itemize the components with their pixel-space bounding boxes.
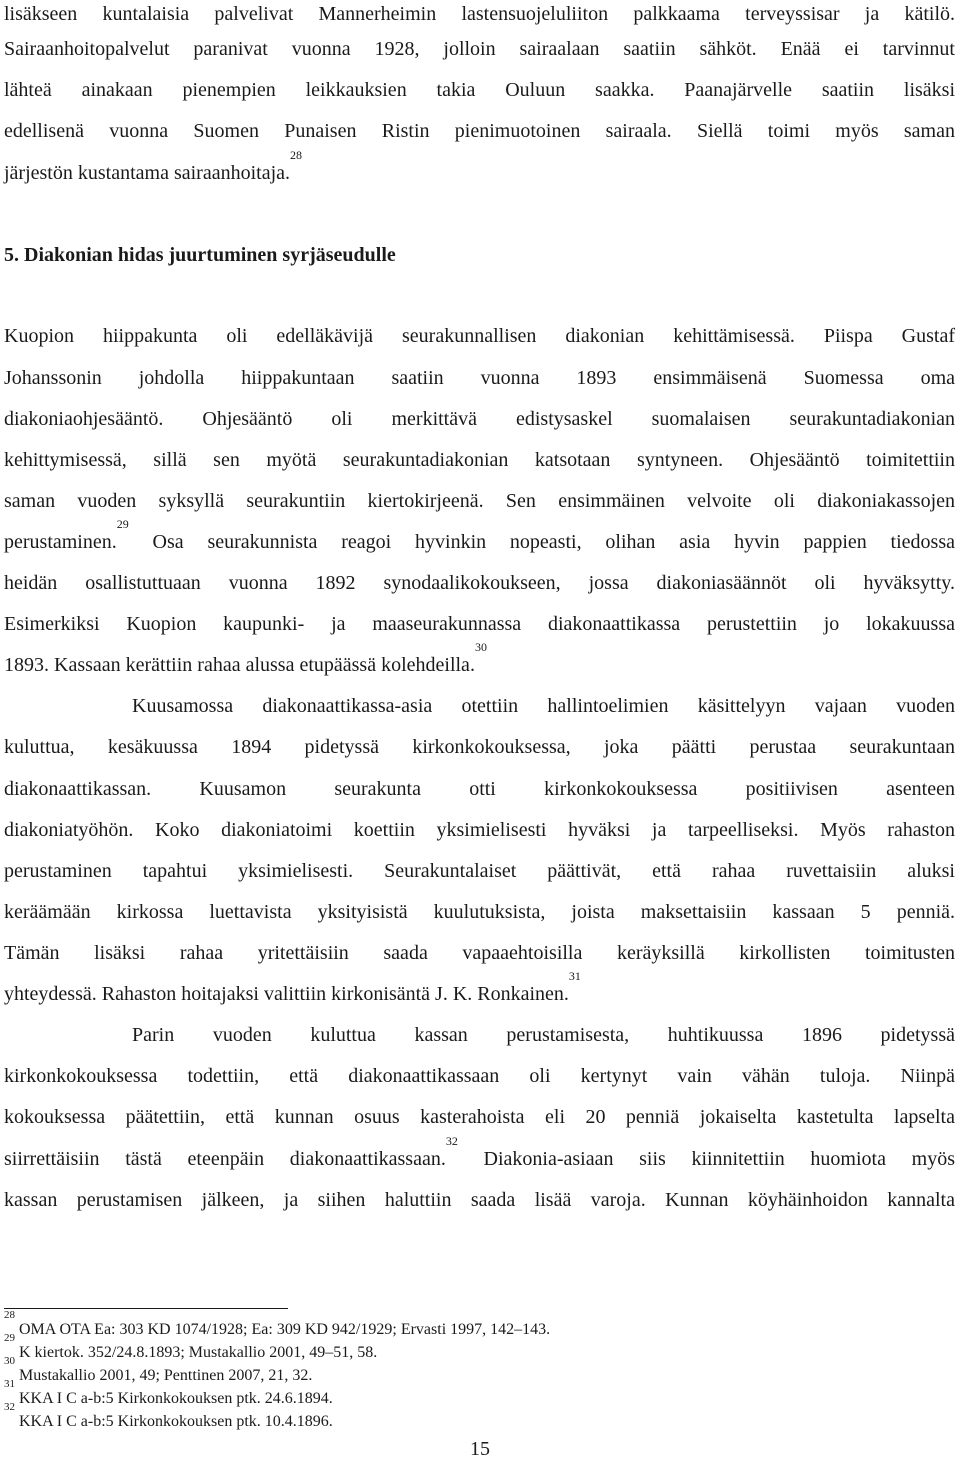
body-line — [4, 1134, 955, 1171]
body-line: kirkonkokouksessa todettiin, että diakonaattikassaan oli kertynyt vain vähän tuloja. Niinpä — [4, 1065, 955, 1087]
body-text: yhteydessä. Rahaston hoitajaksi valittiin kirkonisäntä J. K. Ronkainen. — [4, 983, 569, 1005]
body-text: järjestön kustantama sairaanhoitaja. — [4, 162, 291, 184]
body-line: heidän osallistuttuaan vuonna 1892 synodaalikokoukseen, jossa diakoniasäännöt oli hyväksytty. — [4, 572, 955, 594]
body-line — [4, 640, 955, 677]
footnote-text: KKA I C a-b:5 Kirkonkokouksen ptk. 24.6.1894. — [15, 1390, 333, 1407]
body-line: Kuusamossa diakonaattikassa-asia otettiin hallintoelimien käsittelyyn vajaan vuoden — [132, 695, 955, 717]
footnote-ref[interactable]: 30 — [474, 640, 487, 654]
footnote-separator — [4, 1308, 288, 1309]
section-heading: 5. Diakonian hidas juurtuminen syrjäseudulle — [4, 244, 396, 266]
page-number: 15 — [470, 1438, 490, 1460]
body-line: Sairaanhoitopalvelut paranivat vuonna 1928, jolloin sairaalaan saatiin sähköt. Enää ei tarvinnut — [4, 38, 955, 60]
body-text: siirrettäisiin tästä eteenpäin diakonaattikassaan. — [4, 1148, 446, 1170]
footnote-ref[interactable]: 31 — [568, 969, 581, 983]
footnote-number: 28 — [4, 1309, 15, 1321]
footnote — [4, 1378, 333, 1408]
footnote-ref[interactable]: 29 — [116, 517, 129, 531]
body-line: diakonaattikassan. Kuusamon seurakunta otti kirkonkokouksessa positiivisen asenteen — [4, 778, 955, 800]
footnote-text: Mustakallio 2001, 49; Penttinen 2007, 21, 32. — [15, 1367, 313, 1384]
body-line: perustaminen tapahtui yksimielisesti. Seurakuntalaiset päättivät, että rahaa ruvettaisiin aluksi — [4, 860, 955, 882]
footnote-number: 31 — [4, 1378, 15, 1390]
body-line: kassan perustamisen jälkeen, ja siihen haluttiin saada lisää varoja. Kunnan köyhäinhoidon kannalta — [4, 1189, 955, 1211]
body-text: Osa seurakunnista reagoi hyvinkin nopeasti, olihan asia hyvin pappien tiedossa — [128, 531, 955, 553]
body-line: saman vuoden syksyllä seurakuntiin kiertokirjeenä. Sen ensimmäinen velvoite oli diakoniakassojen — [4, 490, 955, 512]
footnote-ref[interactable]: 32 — [445, 1134, 458, 1148]
footnote — [4, 1309, 551, 1339]
body-line: Parin vuoden kuluttua kassan perustamisesta, huhtikuussa 1896 pidetyssä — [132, 1024, 955, 1046]
footnote — [4, 1332, 378, 1362]
body-line: Esimerkiksi Kuopion kaupunki- ja maaseurakunnassa diakonaattikassa perustettiin jo lokakuussa — [4, 613, 955, 635]
footnote-text: K kiertok. 352/24.8.1893; Mustakallio 2001, 49–51, 58. — [15, 1344, 378, 1361]
footnote-text: OMA OTA Ea: 303 KD 1074/1928; Ea: 309 KD 942/1929; Ervasti 1997, 142–143. — [15, 1321, 551, 1338]
body-line — [4, 969, 955, 1006]
body-line: kehittymisessä, sillä sen myötä seurakuntadiakonian katsotaan syntyneen. Ohjesääntö toimitettiin — [4, 449, 955, 471]
body-line: kuluttua, kesäkuussa 1894 pidetyssä kirkonkokouksessa, joka päätti perustaa seurakuntaan — [4, 736, 955, 758]
body-line: Kuopion hiippakunta oli edelläkävijä seurakunnallisen diakonian kehittämisessä. Piispa Gustaf — [4, 325, 955, 347]
footnote-ref[interactable]: 28 — [290, 148, 303, 162]
body-text: Diakonia-asiaan siis kiinnitettiin huomiota myös — [457, 1148, 955, 1170]
footnote-text: KKA I C a-b:5 Kirkonkokouksen ptk. 10.4.1896. — [15, 1413, 333, 1430]
body-line: keräämään kirkossa luettavista yksityisistä kuulutuksista, joista maksettaisiin kassaan 5 penniä. — [4, 901, 955, 923]
body-line: diakoniaohjesääntö. Ohjesääntö oli merkittävä edistysaskel suomalaisen seurakuntadiakonian — [4, 408, 955, 430]
footnote — [4, 1401, 333, 1431]
body-text: 1893. Kassaan kerättiin rahaa alussa etupäässä kolehdeilla. — [4, 654, 475, 676]
body-line: edellisenä vuonna Suomen Punaisen Ristin pienimuotoinen sairaala. Siellä toimi myös saman — [4, 120, 955, 142]
footnote-number: 29 — [4, 1332, 15, 1344]
body-line — [4, 148, 955, 185]
body-line: lisäkseen kuntalaisia palvelivat Mannerheimin lastensuojeluliiton palkkaama terveyssisar ja kätilö. — [4, 3, 955, 25]
body-line: Tämän lisäksi rahaa yritettäisiin saada vapaaehtoisilla keräyksillä kirkollisten toimitusten — [4, 942, 955, 964]
body-line — [4, 517, 955, 554]
footnote — [4, 1355, 313, 1385]
body-line: diakoniatyöhön. Koko diakoniatoimi koettiin yksimielisesti hyväksi ja tarpeelliseksi. Myös rahaston — [4, 819, 955, 841]
body-line: Johanssonin johdolla hiippakuntaan saatiin vuonna 1893 ensimmäisenä Suomessa oma — [4, 367, 955, 389]
footnote-number: 30 — [4, 1355, 15, 1367]
body-line: kokouksessa päätettiin, että kunnan osuus kasterahoista eli 20 penniä jokaiselta kastetulta lapselta — [4, 1106, 955, 1128]
footnote-number: 32 — [4, 1401, 15, 1413]
body-line: lähteä ainakaan pienempien leikkauksien takia Ouluun saakka. Paanajärvelle saatiin lisäksi — [4, 79, 955, 101]
body-text: perustaminen. — [4, 531, 117, 553]
